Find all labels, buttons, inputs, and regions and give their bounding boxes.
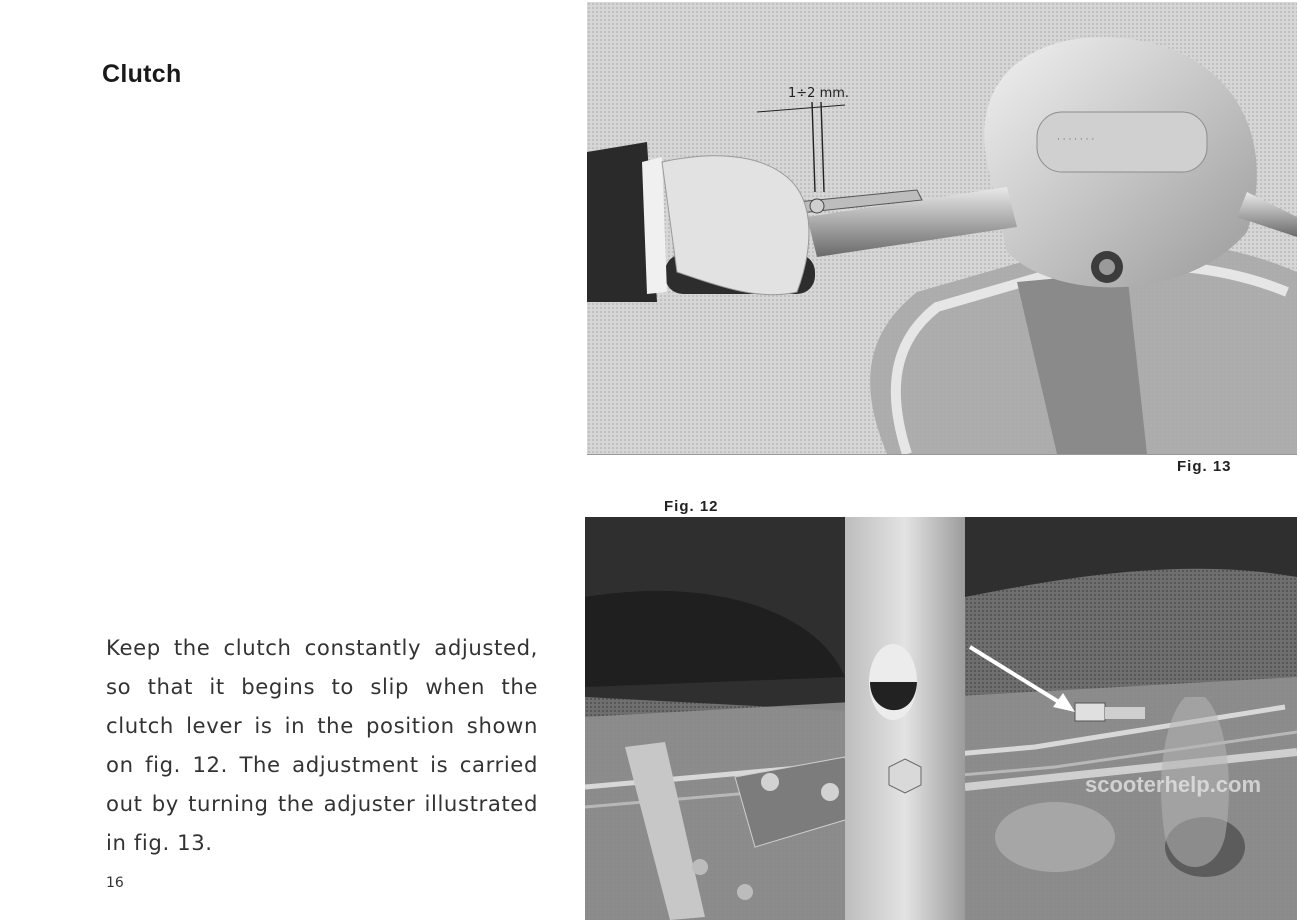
engine-illustration: [585, 517, 1297, 920]
figure-13-caption: Fig. 13: [1177, 458, 1232, 475]
figure-12-caption: Fig. 12: [664, 498, 719, 515]
watermark-text: scooterhelp.com: [1085, 772, 1262, 797]
svg-text:· · · · · · ·: · · · · · · ·: [1057, 135, 1095, 145]
handlebar-illustration: [587, 2, 1297, 454]
engine-photo: [585, 517, 1297, 920]
page-number: 16: [106, 875, 124, 891]
handlebar-photo: [587, 2, 1297, 455]
measurement-label: 1÷2 mm.: [788, 86, 850, 101]
page-title: Clutch: [102, 60, 182, 88]
instruction-paragraph: Keep the clutch constantly adjusted, so that it begins to slip when the clutch lever is in the position shown on fig. 12. The adjustment is carried out by turning the adjuster illustrated in fig. 13.: [106, 635, 538, 855]
